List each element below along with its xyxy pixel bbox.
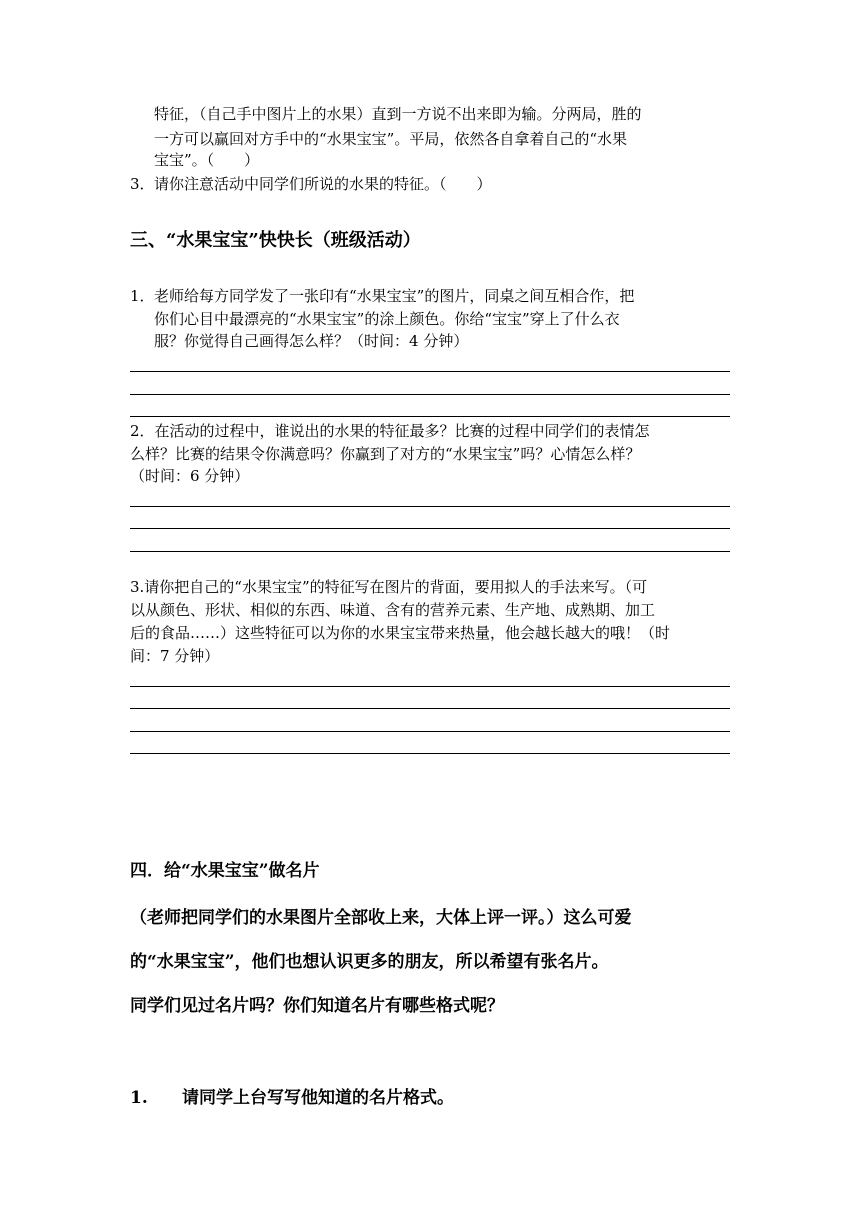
q1-line-1: 老师给每方同学发了一张印有“水果宝宝”的图片，同桌之间互相合作，把: [154, 287, 635, 305]
answer-line: [130, 506, 730, 507]
answer-line: [130, 394, 730, 395]
answer-line: [130, 753, 730, 754]
q1-line-3: 服？你觉得自己画得怎么样？（时间：4 分钟）: [154, 332, 469, 350]
q3-line-3: 后的食品……）这些特征可以为你的水果宝宝带来热量，他会越长越大的哦！（时: [130, 624, 671, 642]
q1-number: 1．: [130, 287, 155, 305]
section-4-item-1-number: 1.: [130, 1088, 148, 1108]
item-3-text: 请你注意活动中同学们所说的水果的特征。（ ）: [154, 175, 492, 193]
section-4-paragraph-line-3: 同学们见过名片吗？你们知道名片有哪些格式呢？: [130, 996, 504, 1016]
q3-line-2: 以从颜色、形状、相似的东西、味道、含有的营养元素、生产地、成熟期、加工: [130, 601, 656, 619]
answer-line: [130, 708, 730, 709]
answer-line: [130, 551, 730, 552]
q3-line-1: 3.请你把自己的“水果宝宝”的特征写在图片的背面，要用拟人的手法来写。（可: [130, 578, 648, 596]
section-4-item-1-text: 请同学上台写写他知道的名片格式。: [182, 1088, 454, 1108]
section-4-title: 四．给“水果宝宝”做名片: [130, 861, 320, 881]
answer-line: [130, 686, 730, 687]
section-4-paragraph-line-2: 的“水果宝宝”，他们也想认识更多的朋友，所以希望有张名片。: [130, 952, 609, 972]
answer-line: [130, 528, 730, 529]
continued-text-line-1: 特征，（自己手中图片上的水果）直到一方说不出来即为输。分两局，胜的: [154, 105, 642, 123]
continued-text-line-3: 宝宝”。（ ）: [154, 151, 260, 169]
q2-line-1: 2．在活动的过程中，谁说出的水果的特征最多？比赛的过程中同学们的表情怎: [130, 422, 650, 440]
section-3-title: 三、“水果宝宝”快快长（班级活动）: [130, 230, 421, 251]
q1-line-2: 你们心目中最漂亮的“水果宝宝”的涂上颜色。你给“宝宝”穿上了什么衣: [154, 310, 620, 328]
q3-line-4: 间：7 分钟）: [130, 647, 220, 665]
answer-line: [130, 371, 730, 372]
answer-line: [130, 731, 730, 732]
answer-line: [130, 416, 730, 417]
q2-line-2: 么样？比赛的结果令你满意吗？你赢到了对方的“水果宝宝”吗？心情怎么样？: [130, 445, 641, 463]
item-3-number: 3．: [130, 175, 155, 193]
continued-text-line-2: 一方可以赢回对方手中的“水果宝宝”。平局，依然各自拿着自己的“水果: [154, 130, 628, 148]
section-4-paragraph-line-1: （老师把同学们的水果图片全部收上来，大体上评一评。）这么可爱: [130, 908, 632, 928]
q2-line-3: （时间：6 分钟）: [130, 467, 250, 485]
